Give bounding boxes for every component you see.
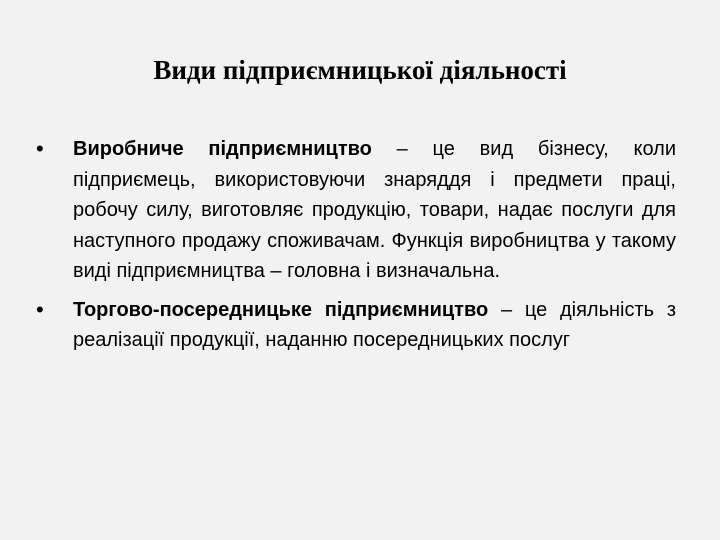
- bullet-term: Виробниче підприємництво: [73, 138, 372, 160]
- bullet-icon: •: [36, 296, 44, 322]
- bullet-item-trade-intermediary-entrepreneurship: [36, 295, 676, 356]
- bullet-text: – це діяльність з реалізації продукції, наданню посередницьких послуг: [73, 298, 676, 351]
- bullet-icon: •: [36, 136, 44, 161]
- slide-title: Види підприємницької діяльності: [153, 55, 567, 85]
- bullet-term: Торгово-посередницьке підприємництво: [73, 298, 489, 321]
- bullet-list: [36, 134, 676, 364]
- bullet-text: – це вид бізнесу, коли підприємець, використовуючи знаряддя і предмети праці, робочу силу, виготовляє продукцію, товари, надає послуги для наступного продажу споживачам. Функція виробництва у такому виді підприємництва – головна і визначальна.: [73, 138, 676, 282]
- bullet-item-production-entrepreneurship: [36, 134, 676, 287]
